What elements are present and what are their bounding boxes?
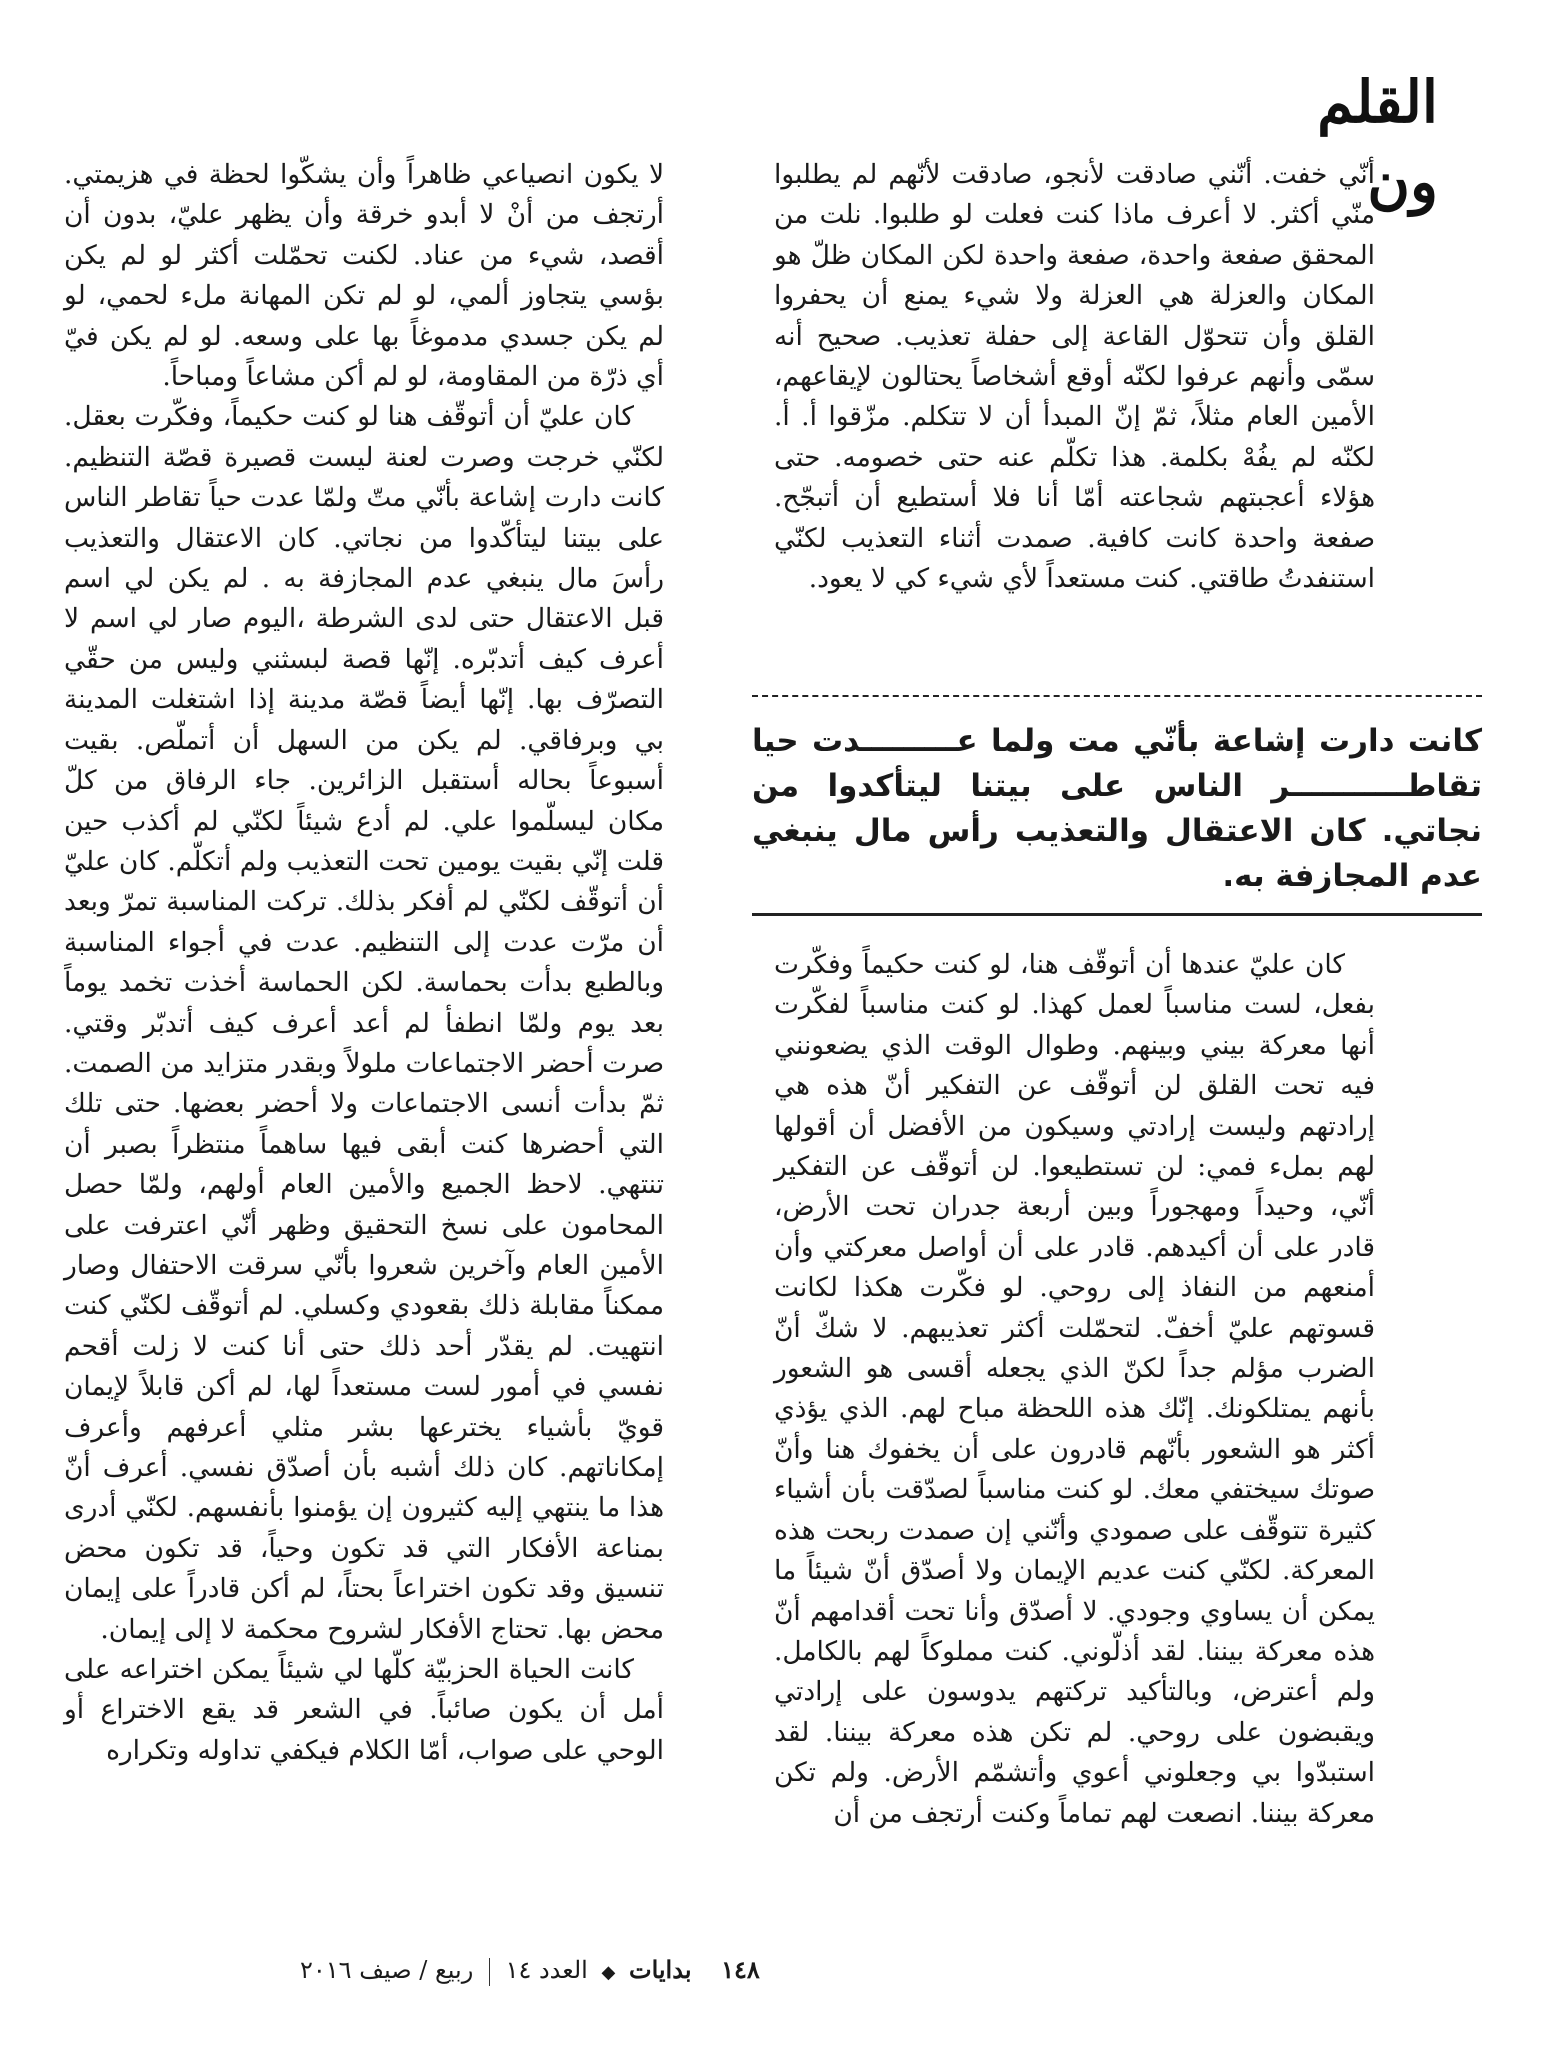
magazine-logo: القلم ون	[1317, 68, 1438, 216]
paragraph: كان عليّ أن أتوقّف هنا لو كنت حكيماً، وفكّرت بعقل. لكنّي خرجت وصرت لعنة ليست قصيرة قصّة التنظيم. كانت دارت إشاعة بأنّي متّ ولمّا عدت حياً تقاطر الناس على بيتنا ليتأكّدوا من نجاتي. كان الاعتقال والتعذيب رأسَ مال ينبغي عدم المجازفة به . لم يكن لي اسم قبل الاعتقال حتى لدى الشرطة ،اليوم صار لي اسم لا أعرف كيف أتدبّره. إنّها قصة لبسثني وليس من حقّي التصرّف بها. إنّها أيضاً قصّة مدينة إذا اشتغلت المدينة بي وبرفاقي. لم يكن من السهل أن أتملّص. بقيت أسبوعاً بحاله أستقبل الزائرين. جاء الرفاق من كلّ مكان ليسلّموا علي. لم أدع شيئاً لكنّي لم أكذب حين قلت إنّي بقيت يومين تحت التعذيب ولم أتكلّم. كان عليّ أن أتوقّف لكنّي لم أفكر بذلك. تركت المناسبة تمرّ وبعد أن مرّت عدت إلى التنظيم. عدت في أجواء المناسبة وبالطبع بدأت بحماسة. لكن الحماسة أخذت تخمد يوماً بعد يوم ولمّا انطفأ لم أعد أعرف كيف أتدبّر وقتي. صرت أحضر الاجتماعات ملولاً وبقدر متزايد من الصمت. ثمّ بدأت أنسى الاجتماعات ولا أحضر بعضها. حتى تلك التي أحضرها كنت أبقى فيها ساهماً منتظراً بصبر أن تنتهي. لاحظ الجميع والأمين العام أولهم، ولمّا حصل المحامون على نسخ التحقيق وظهر أنّي اعترفت على الأمين العام وآخرين شعروا بأنّي سرقت الاحتفال وصار ممكناً مقابلة ذلك بقعودي وكسلي. لم أتوقّف لكنّي كنت انتهيت. لم يقدّر أحد ذلك حتى أنا كنت لا زلت أقحم نفسي في أمور لست مستعداً لها، لم أكن قابلاً لإيمان قويّ بأشياء يخترعها بشر مثلي أعرفهم وأعرف إمكاناتهم. كان ذلك أشبه بأن أصدّق نفسي. أعرف أنّ هذا ما ينتهي إليه كثيرون إن يؤمنوا بأنفسهم. لكنّي أدرى بمناعة الأفكار التي قد تكون وحياً، قد تكون محض تنسيق وقد تكون اختراعاً بحتاً، لم أكن قادراً على إيمان محض بها. تحتاج الأفكار لشروح محكمة لا إلى إيمان.	[64, 401, 664, 1645]
right-column-bottom	[774, 945, 1375, 1834]
right-column-top	[774, 155, 1375, 599]
pull-quote-bottom-rule	[752, 913, 1482, 916]
paragraph: كان عليّ عندها أن أتوقّف هنا، لو كنت حكيماً وفكّرت بفعل، لست مناسباً لعمل كهذا. لو كنت مناسباً لفكّرت أنها معركة بيني وبينهم. وطوال الوقت الذي يضعونني فيه تحت القلق لن أتوقّف عن التفكير أنّ هذه هي إرادتهم وليست إرادتي وسيكون من الأفضل أن أقولها لهم بملء فمي: لن تستطيعوا. لن أتوقّف عن التفكير أنّي، وحيداً ومهجوراً وبين أربعة جدران تحت الأرض، قادر على أن أكيدهم. قادر على أن أواصل معركتي وأن أمنعهم من النفاذ إلى روحي. لو فكّرت هكذا لكانت قسوتهم عليّ أخفّ. لتحمّلت أكثر تعذيبهم. لا شكّ أنّ الضرب مؤلم جداً لكنّ الذي يجعله أقسى هو الشعور بأنهم يمتلكونك. إنّك هذه اللحظة مباح لهم. الذي يؤذي أكثر هو الشعور بأنّهم قادرون على أن يخفوك هنا وأنّ صوتك سيختفي معك. لو كنت مناسباً لصدّقت بأن أشياء كثيرة تتوقّف على صمودي وأنّني إن صمدت ربحت هذه المعركة. لكنّي كنت عديم الإيمان ولا أصدّق أنّ شيئاً ما يمكن أن يساوي وجودي. لا أصدّق وأنا تحت أقدامهم أنّ هذه معركة بيننا. لقد أذلّوني. كنت مملوكاً لهم بالكامل. ولم أعترض، وبالتأكيد تركتهم يدوسون على إرادتي ويقبضون على روحي. لم تكن هذه معركة بيننا. لقد استبدّوا بي وجعلوني أعوي وأتشمّم الأرض. ولم تكن معركة بيننا. انصعت لهم تماماً وكنت أرتجف من أن	[774, 949, 1375, 1829]
issue-season: ربيع / صيف ٢٠١٦	[300, 1956, 474, 1984]
diamond-icon: ◆	[601, 1962, 616, 1983]
issue-number: العدد ١٤	[505, 1956, 588, 1984]
pull-quote	[752, 695, 1482, 916]
left-column	[64, 155, 664, 1771]
magazine-name: بدايات	[628, 1955, 692, 1984]
pull-quote-text: كانت دارت إشاعة بأنّي مت ولما عـــــــــدت حيا تقاطـــــــــــر الناس على بيتنا ليتأكدوا من نجاتي. كان الاعتقال والتعذيب رأس مال ينبغي عدم المجازفة به.	[752, 723, 1482, 894]
footer-separator	[489, 1958, 490, 1986]
paragraph: لا يكون انصياعي ظاهراً وأن يشكّوا لحظة في هزيمتي. أرتجف من أنْ لا أبدو خرقة وأن يظهر عليّ، بدون أن أقصد، شيء من عناد. لكنت تحمّلت أكثر لو لم يكن بؤسي يتجاوز ألمي، لو لم تكن المهانة ملء لحمي، لو لم يكن جسدي مدموغاً بها على وسعه. لو لم يكن فيّ أي ذرّة من المقاومة، لو لم أكن مشاعاً ومباحاً.	[64, 159, 664, 393]
page-number: ١٤٨	[721, 1955, 760, 1984]
page-footer	[300, 1955, 760, 1986]
paragraph: كانت الحياة الحزبيّة كلّها لي شيئاً يمكن اختراعه على أمل أن يكون صائباً. في الشعر قد يقع الاختراع أو الوحي على صواب، أمّا الكلام فيكفي تداوله وتكراره	[64, 1654, 664, 1766]
paragraph: أنّي خفت. أنّني صادقت لأنجو، صادقت لأنّهم لم يطلبوا منّي أكثر. لا أعرف ماذا كنت فعلت لو طلبوا. نلت من المحقق صفعة واحدة، صفعة واحدة لكن المكان ظلّ هو المكان والعزلة هي العزلة ولا شيء يمنع أن يحفروا القلق وأن تتحوّل القاعة إلى حفلة تعذيب. صحيح أنه سمّى وأنهم عرفوا لكنّه أوقع أشخاصاً يحتالون لإيقاعهم، الأمين العام مثلاً، ثمّ إنّ المبدأ أن لا تتكلم. مزّقوا أ. أ. لكنّه لم يفُهْ بكلمة. هذا تكلّم عنه حتى خصومه. حتى هؤلاء أعجبتهم شجاعته أمّا أنا فلا أستطيع أن أتبجّح. صفعة واحدة كانت كافية. صمدت أثناء التعذيب لكنّي استنفدتُ طاقتي. كنت مستعداً لأي شيء كي لا يعود.	[774, 159, 1375, 595]
